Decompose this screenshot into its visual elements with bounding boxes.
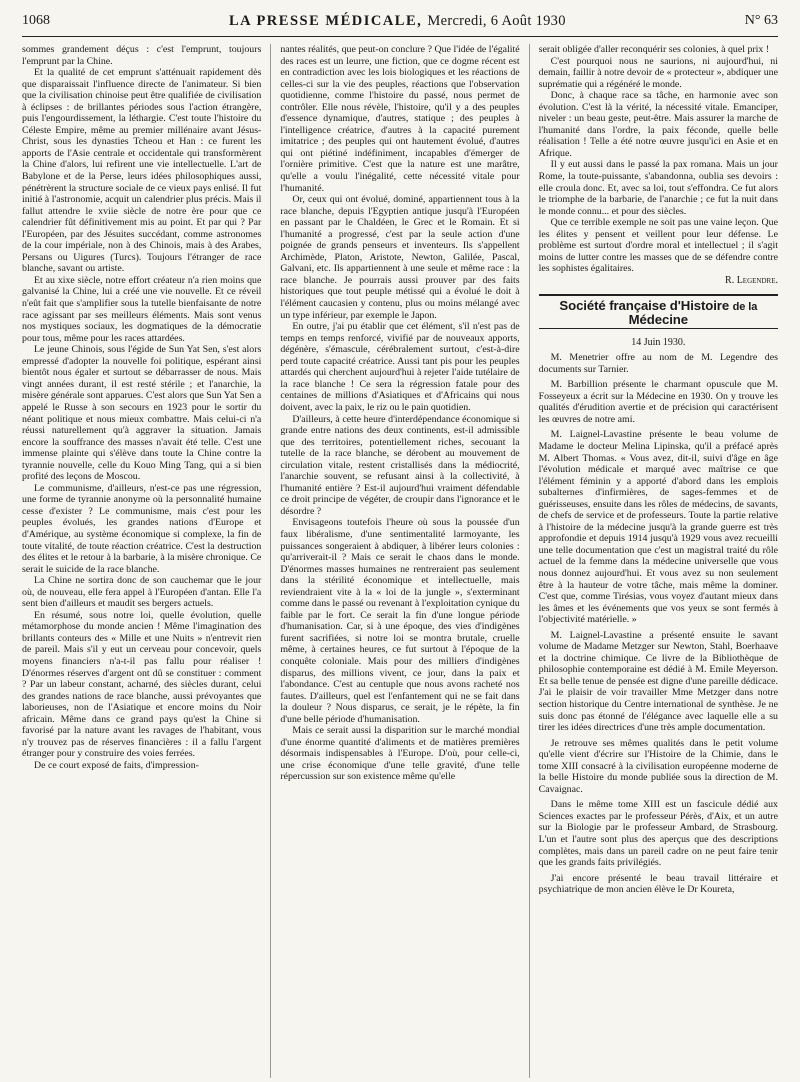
- paragraph: Le communisme, d'ailleurs, n'est-ce pas une régression, une forme de tyrannie anonyme où la personnalité humaine cesse d'exister ? Le communisme, mais c'est pour les peuples évolués, les grandes nations d'Europe et d'Amérique, au système économique si complexe, la fin de toute vitalité, de toute réaction créatrice. C'est la destruction des élites et le retour à la barbarie, à la misère chronique. Ce serait le suicide de la race blanche.: [22, 482, 262, 575]
- paragraph: Il y eut aussi dans le passé la pax romana. Mais un jour Rome, la toute-puissante, s'abandonna, oublia ses devoirs : elle croula donc. Et, avec sa loi, tout s'effondra. Ce fut alors le triomphe de la barbarie, de l'anarchie ; ce fut la nuit dans le monde connu... et pour des siècles.: [538, 159, 778, 217]
- paragraph: La Chine ne sortira donc de son cauchemar que le jour où, de nouveau, elle fera appel à l'Européen d'antan. Elle l'a sent bien d'ailleurs et maudit ses bergers actuels.: [22, 575, 262, 610]
- paragraph: Que ce terrible exemple ne soit pas une vaine leçon. Que les élites y pensent et veillent pour leur défense. Le problème est surtout d'ordre moral et intellectuel ; il s'agit moins de lutter contre les masses que de se défendre contre les sophistes égalitaires.: [538, 217, 778, 275]
- paragraph: Or, ceux qui ont évolué, dominé, appartiennent tous à la race blanche, depuis l'Egyptien antique jusqu'à l'Européen en passant par le Chaldéen, le Grec et le Romain. Et si l'humanité a progressé, c'est par la seule action d'une poignée de grands penseurs et inventeurs. Ils s'appellent Archimède, Platon, Aristote, Newton, Galilée, Pascal, Galvani, etc. Ils appartiennent à une seule et même race : la race blanche. Je pourrais aussi prouver par des faits historiques que tout peuple métissé qui a évolué le doit à l'élément caucasien y contenu, plus ou moins mélangé avec un type inférieur, par exemple le Japon.: [280, 194, 520, 321]
- issue-date: Mercredi, 6 Août 1930: [427, 12, 566, 29]
- paragraph: Dans le même tome XIII est un fascicule dédié aux Sciences exactes par le professeur Pérès, d'Aix, et un autre sur la Biologie par le professeur Ambard, de Strasbourg. L'un et l'autre sont plus des aperçus que des descriptions complètes, mais dans un pareil cadre on ne peut faire tenir que les grands faits privilégiés.: [538, 799, 778, 869]
- paragraph: sommes grandement déçus : c'est l'emprunt, toujours l'emprunt par la Chine.: [22, 44, 262, 67]
- paragraph: M. Laignel-Lavastine a présenté ensuite le savant volume de Madame Metzger sur Newton, Stahl, Boerhaave et la doctrine chimique. Ce livre de la Bibliothèque de philosophie contemporaine est dédié à M. Emile Meyerson. Et sa belle tenue de pensée est digne d'une pareille dédicace. J'ai le plaisir de voir travailler Mme Metzger dans notre section historique du Centre international de synthèse. Je ne suis donc pas étonné de l'élégance avec laquelle elle a su tirer les idées directrices d'une très ample documentation.: [538, 629, 778, 734]
- session-date: 14 Juin 1930.: [631, 336, 686, 348]
- page-header: [22, 6, 778, 37]
- section-title: Société française d'Histoire de la Médecine: [559, 298, 758, 328]
- paragraph: M. Barbillion présente le charmant opuscule que M. Fosseyeux a écrit sur la Médecine en 1930. On y trouve les qualités d'érudition avertie et de précision qui caractérisent les œuvres de notre ami.: [538, 379, 778, 425]
- section-divider: [539, 328, 778, 329]
- paragraph: Mais ce serait aussi la disparition sur le marché mondial d'une énorme quantité d'aliments et de matières premières désormais indispensables à l'Europe. D'où, pour celle-ci, une crise économique d'une telle gravité, d'une telle répercussion sur son existence même qu'elle: [280, 725, 520, 783]
- column-3: [529, 44, 778, 1078]
- paragraph: Et au xixe siècle, notre effort créateur n'a rien moins que galvanisé la Chine, lui a créé une vie nouvelle. Et ce réveil n'eût fait que s'amplifier sous la tutelle bienfaisante de notre race agissant par ses meilleurs éléments. Mais sont venus nos mystiques sociaux, les dogmatiques de la démocratie pour tous, même pour les races attardées.: [22, 274, 262, 344]
- page-number: 1068: [22, 13, 50, 28]
- society-proceedings: [539, 352, 778, 896]
- paragraph: serait obligée d'aller reconquérir ses colonies, à quel prix !: [538, 44, 770, 55]
- column-2: [270, 44, 528, 1078]
- issue-number: N° 63: [744, 13, 778, 28]
- paragraph: M. Menetrier offre au nom de M. Legendre des documents sur Tarnier.: [538, 352, 778, 375]
- paragraph: Le jeune Chinois, sous l'égide de Sun Yat Sen, s'est alors empressé d'adopter la nouvelle foi politique, espérant ainsi bientôt nous égaler et surtout se débarrasser de nous. Mais vingt années durant, il est resté stérile ; et l'anarchie, la misère générale sont apparues. C'est alors que Sun Yat Sen a appelé le Russe à son secours en 1923 pour le sortir du néant politique et nous mieux combattre. Mais celui-ci n'a réussi naturellement qu'à aggraver la situation. Jamais encore la souffrance des masses n'avait été telle. C'est une immense plainte qui s'élève dans toute la Chine contre la tyrannie nouvelle, celle du Kouo Ming Tang, qui a si bien profité des leçons de Moscou.: [22, 344, 262, 483]
- paragraph: D'ailleurs, à cette heure d'interdépendance économique si grande entre nations des deux continents, est-il admissible que des territoires, potentiellement riches, secouant la tutelle de la race blanche, se dérobent au mouvement de circulation vitale, restent cristallisés dans la médiocrité, l'anarchie souvent, se refusant ainsi à la collectivité, à l'humanité entière ? Est-il aujourd'hui vraiment défendable ce droit principe de végéter, de croupir dans l'ignorance et le désordre ?: [280, 413, 520, 517]
- paragraph: En outre, j'ai pu établir que cet élément, s'il n'est pas de temps en temps renforcé, vivifié par de nouveaux apports, dégénère, s'émascule, cérébralement surtout, c'est-à-dire perd toute capacité créatrice. Aussi tant pis pour les peuples attardés qui cherchent aujourd'hui à rejeter l'aide tutélaire de la race blanche ! Ce sera la régression fatale pour des centaines de millions d'Asiatiques et d'Africains qui nous doivent, avec la paix, le riz ou le pain quotidien.: [280, 321, 520, 413]
- paragraph: Et la qualité de cet emprunt s'atténuait rapidement dès que disparaissait l'influence directe de l'animateur. Si bien que la civilisation chinoise peut être qualifiée de civilisation à éclipses : de brillantes périodes sous l'action étrangère, puis l'engourdissement, la léthargie. C'est toute l'histoire du Céleste Empire, même au premier millénaire avant Jésus-Christ, sous les dynasties Tcheou et Han : ce furent les apports de l'Asie centrale et occidentale qui transformèrent la Chine d'alors, lui refirent une vie intellectuelle. L'art de Babylone et de la Perse, leurs idées philosophiques aussi, pénétrèrent la structure sociale de ce vieux pays enlisé. Il fut initié à l'astronomie, acquit un calendrier plus précis. Mais il fallut attendre le xviie siècle de notre ère pour que ce calendrier fût définitivement mis au point. Et par qui ? Par l'Européen, par des Jésuites succédant, comme astronomes de la cour impériale, non à des Chinois, mais à des Arabes, Persans ou Uigures (Turcs). Toujours l'étranger de race blanche, savant ou artiste.: [22, 67, 262, 275]
- paragraph: M. Laignel-Lavastine présente le beau volume de Madame le docteur Melina Lipinska, qu'il a préfacé après M. Albert Thomas. « Vous avez, dit-il, suivi d'âge en âge l'évolution médicale et marqué avec maîtrise ce que l'élément féminin y a apporté d'abord dans les emplois subalternes d'infirmières, de sages-femmes et de guérisseuses, ensuite dans les rôles de médecins, de savants, de chefs de service et de professeurs. Toute la partie relative à l'histoire de la médecine jusqu'à la grande guerre est très approfondie et depuis 1914 jusqu'à 1929 vous avez recueilli une telle documentation que c'est un magistral traité du rôle actuel de la femme dans la médecine universelle que vous nous donnez aujourd'hui. Et vous avez su non seulement être à la hauteur de votre tâche, mais même la dominer. C'est que, comme Tirésias, vous voyez d'autant mieux dans les âmes et les événements que vos yeux se sont fermés à l'objectivité matérielle. »: [538, 429, 778, 626]
- journal-title: [229, 13, 566, 30]
- column-1: [22, 44, 270, 1078]
- paragraph: J'ai encore présenté le beau travail littéraire et psychiatrique de mon ancien élève le Dr Koureta,: [538, 872, 778, 896]
- paragraph: Je retrouve ses mêmes qualités dans le petit volume qu'elle vient d'écrire sur l'Histoire de la Chimie, dans le tome XIII consacré à la civilisation européenne moderne de la belle Histoire du monde publiée sous la direction de M. Cavaignac.: [538, 737, 778, 795]
- article-columns: [22, 44, 778, 1078]
- paragraph: Donc, à chaque race sa tâche, en harmonie avec son évolution. C'est là la vérité, la nécessité vitale. Emanciper, niveler : un beau geste, peut-être. Mais assurer la marche de l'humanité dans l'ordre, la paix féconde, quelle belle réalisation ! Telle a été notre œuvre jusqu'ici en Asie et en Afrique.: [538, 90, 778, 159]
- paragraph: nantes réalités, que peut-on conclure ? Que l'idée de l'égalité des races est un leurre, une fiction, que ce dogme récent est en contradiction avec les lois biologiques et les réactions de celles-ci sur la vie des peuples, réactions que l'observation quotidienne, comme l'histoire du passé, nous permet de contrôler. Elle nous révèle, l'histoire, qu'il y a des peuples d'essence dynamique, d'autres, statique ; des peuples à l'intelligence créatrice, d'autres à la capacité purement imitatrice ; des peuples qui ont hautement évolué, d'autres qui ont piétiné indéfiniment, incapables d'émerger de l'ornière primitive. C'est que la nature est une marâtre, qu'elle a voulu l'inégalité, cette nécessité vitale pour l'humanité.: [280, 44, 520, 194]
- paragraph: C'est pourquoi nous ne saurions, ni aujourd'hui, ni demain, faillir à notre devoir de « protecteur », abdiquer une suprématie qui a régénéré le monde.: [538, 55, 778, 90]
- paragraph: En résumé, sous notre loi, quelle évolution, quelle métamorphose du monde ancien ! Même l'imagination des brillants conteurs des « Mille et une Nuits » n'entrevit rien de pareil. Mais s'il y eut un cerveau pour concevoir, quels moyens financiers n'a-t-il pas fallu pour réaliser ! D'énormes réserves d'argent ont dû se constituer : comment ? Par un labeur constant, acharné, des siècles durant, celui des grandes nations de race blanche, aussi prévoyantes que laborieuses, non de l'Asiatique et encore moins du Noir africain. Même dans ce grand pays qu'est la Chine si favorisé par la nature avant les ravages de l'habitant, vous n'y trouvez pas de réserves financières : il a fallu l'argent étranger pour y construire des voies ferrées.: [22, 609, 262, 760]
- paragraph: Envisageons toutefois l'heure où sous la poussée d'un faux libéralisme, d'une sentimentalité larmoyante, les puissances songeraient à abdiquer, à libérer leurs colonies : qu'arriverait-il ? Mais ce serait le chaos dans le monde. D'énormes masses humaines ne rentreraient pas seulement dans la stérilité économique et intellectuelle, mais reviendraient vite à la « loi de la jungle », s'exterminant comme dans le passé ou revenant à l'exploitation cynique du faible par le fort. Ce serait la fin d'une longue période d'humanisation. Car, si à une époque, des vies d'indigènes furent sacrifiées, si notre loi se montra brutale, cruelle même, à certaines heures, ce fut surtout à l'époque de la conquête coloniale. Mais pour des milliers d'indigènes disparus, des millions vivent, ce jour, dans la paix et l'abondance. C'est au centuple que nous avons racheté nos fautes. D'ailleurs, quel est l'enfantement qui ne se fait dans la douleur ? Nous disparus, ce serait, je le répète, la fin d'une belle période d'humanisation.: [280, 517, 520, 725]
- author-signature: R. Legendre.: [725, 274, 778, 286]
- section-divider: [539, 294, 778, 296]
- paragraph: De ce court exposé de faits, d'impression-: [34, 759, 199, 771]
- journal-name: LA PRESSE MÉDICALE,: [228, 12, 423, 29]
